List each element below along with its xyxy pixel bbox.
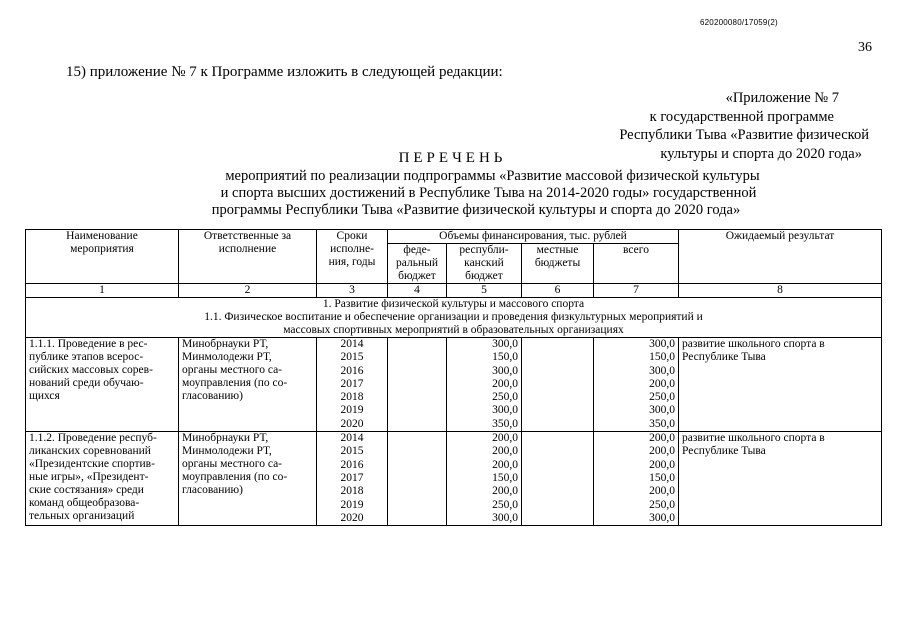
section-heading: 1. Развитие физической культуры и массового спорта 1.1. Физическое воспитание и обеспечение организации и проведения физкультурных мероприятий и массовых спортивных мероприятий в образовательных организациях bbox=[26, 298, 882, 338]
header-result: Ожидаемый результат bbox=[679, 230, 882, 284]
header-terms: Сроки исполне- ния, годы bbox=[317, 230, 388, 284]
activities-table bbox=[25, 229, 882, 526]
local-budget bbox=[522, 432, 594, 526]
total-budget: 300,0 150,0 300,0 200,0 250,0 300,0 350,0 bbox=[594, 338, 679, 432]
column-number: 1 bbox=[26, 284, 179, 298]
header-financing: Объемы финансирования, тыс. рублей bbox=[388, 230, 679, 244]
annex-line: «Приложение № 7 bbox=[725, 90, 839, 106]
column-number: 3 bbox=[317, 284, 388, 298]
table-row bbox=[26, 338, 882, 432]
section-heading-row bbox=[26, 298, 882, 338]
table-row bbox=[26, 432, 882, 526]
annex-line: культуры и спорта до 2020 года» bbox=[660, 145, 862, 162]
annex-line: Республики Тыва «Развитие физической bbox=[619, 127, 869, 143]
column-number: 8 bbox=[679, 284, 882, 298]
document-title: ПЕРЕЧЕНЬ bbox=[398, 150, 507, 166]
activity-years: 2014 2015 2016 2017 2018 2019 2020 bbox=[317, 432, 388, 526]
header-republic: республи- канский бюджет bbox=[447, 244, 522, 284]
intro-text: 15) приложение № 7 к Программе изложить в следующей редакции: bbox=[66, 64, 503, 80]
column-number: 2 bbox=[179, 284, 317, 298]
republic-budget: 200,0 200,0 200,0 150,0 200,0 250,0 300,0 bbox=[447, 432, 522, 526]
subtitle-line: и спорта высших достижений в Республике Тыва на 2014-2020 годы» государственной bbox=[220, 185, 757, 201]
federal-budget bbox=[388, 432, 447, 526]
column-number: 5 bbox=[447, 284, 522, 298]
activity-name: 1.1.1. Проведение в рес- публике этапов всерос- сийских массовых сорев- нований среди обучаю- щихся bbox=[26, 338, 179, 432]
table-header-row bbox=[26, 230, 882, 244]
header-name: Наименование мероприятия bbox=[26, 230, 179, 284]
activity-responsible: Минобрнауки РТ, Минмолодежи РТ, органы местного са- моуправления (по со- гласованию) bbox=[179, 432, 317, 526]
republic-budget: 300,0 150,0 300,0 200,0 250,0 300,0 350,0 bbox=[447, 338, 522, 432]
federal-budget bbox=[388, 338, 447, 432]
column-number: 6 bbox=[522, 284, 594, 298]
header-federal: феде- ральный бюджет bbox=[388, 244, 447, 284]
annex-line: к государственной программе bbox=[649, 108, 834, 125]
column-numbers-row bbox=[26, 284, 882, 298]
total-budget: 200,0 200,0 200,0 150,0 200,0 250,0 300,0 bbox=[594, 432, 679, 526]
local-budget bbox=[522, 338, 594, 432]
expected-result: развитие школьного спорта в Республике Тыва bbox=[679, 432, 882, 526]
document-code: 620200080/17059(2) bbox=[700, 18, 778, 27]
header-total: всего bbox=[594, 244, 679, 284]
header-responsible: Ответственные за исполнение bbox=[179, 230, 317, 284]
activity-responsible: Минобрнауки РТ, Минмолодежи РТ, органы местного са- моуправления (по со- гласованию) bbox=[179, 338, 317, 432]
column-number: 7 bbox=[594, 284, 679, 298]
subtitle-line: мероприятий по реализации подпрограммы «Развитие массовой физической культуры bbox=[225, 168, 760, 184]
activity-name: 1.1.2. Проведение респуб- ликанских соревнований «Президентские спортив- ные игры», «Президент- ские состязания» среди команд общеобразова- тельных организаций bbox=[26, 432, 179, 526]
page-number: 36 bbox=[858, 40, 872, 55]
header-local: местные бюджеты bbox=[522, 244, 594, 284]
expected-result: развитие школьного спорта в Республике Тыва bbox=[679, 338, 882, 432]
column-number: 4 bbox=[388, 284, 447, 298]
activity-years: 2014 2015 2016 2017 2018 2019 2020 bbox=[317, 338, 388, 432]
document-subtitle bbox=[0, 168, 905, 219]
subtitle-line: программы Республики Тыва «Развитие физической культуры и спорта до 2020 года» bbox=[211, 202, 741, 218]
